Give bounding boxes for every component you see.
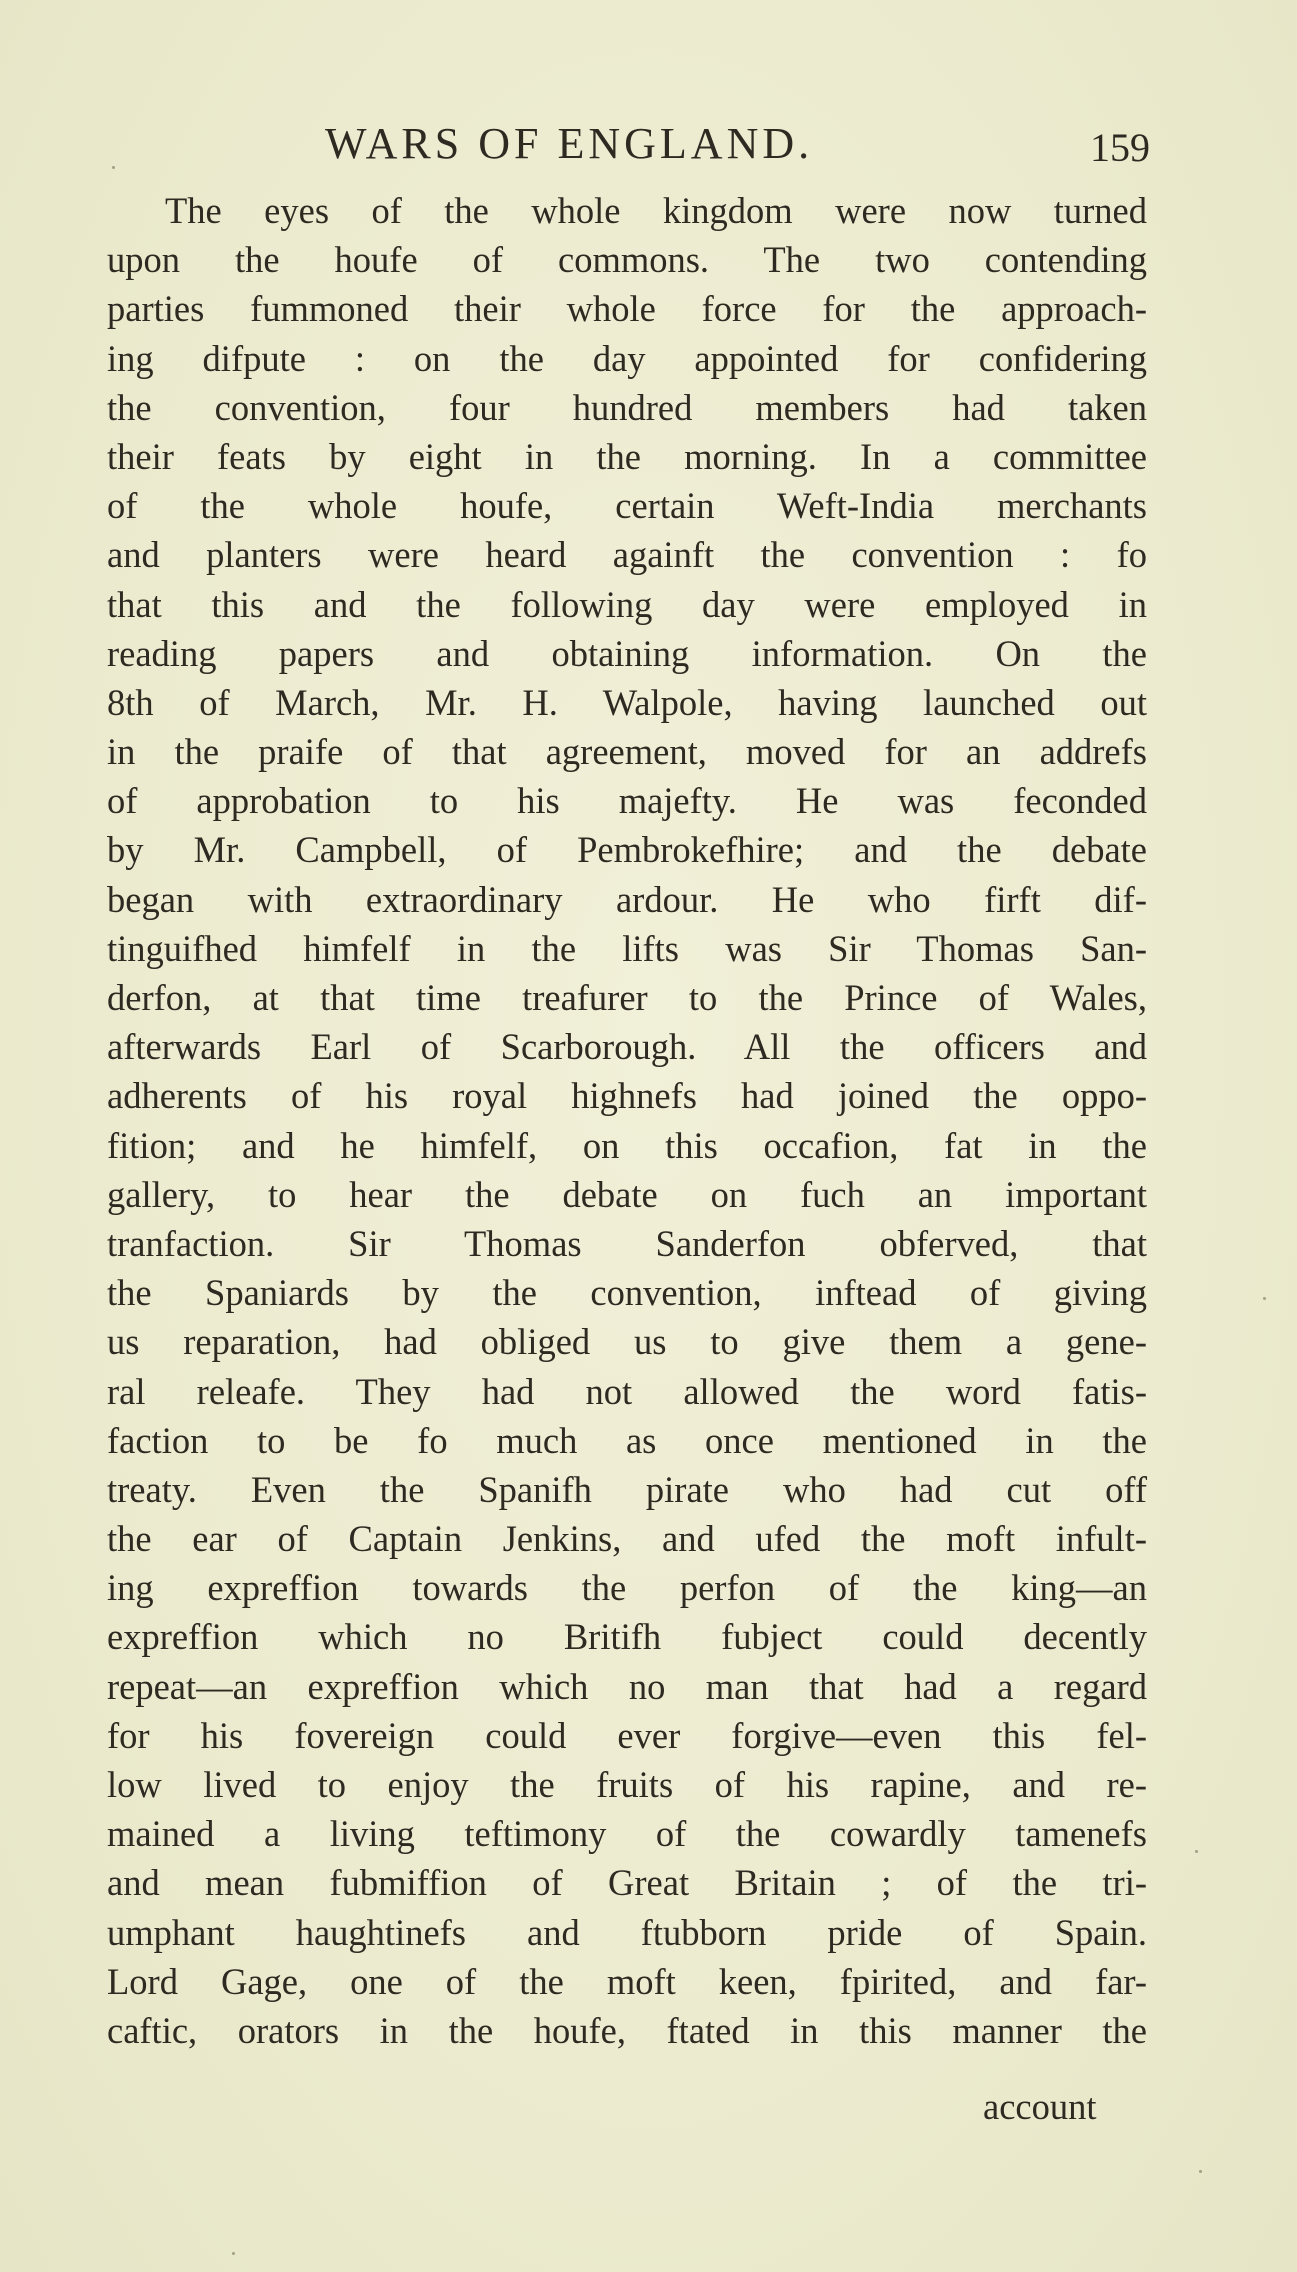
text-line: the Spaniards by the convention, inftead of giving <box>107 1272 1147 1314</box>
running-title: WARS OF ENGLAND. <box>325 119 814 168</box>
text-line: and planters were heard againft the convention : fo <box>107 534 1147 576</box>
text-line: ing expreffion towards the perfon of the king—an <box>107 1567 1147 1609</box>
text-line: tranfaction. Sir Thomas Sanderfon obferved, that <box>107 1222 1147 1264</box>
text-line: fition; and he himfelf, on this occafion, fat in the <box>107 1124 1147 1166</box>
text-line: The eyes of the whole kingdom were now turned <box>165 190 1147 231</box>
text-line: that this and the following day were employed in <box>107 583 1147 625</box>
text-line: of approbation to his majefty. He was feconded <box>107 780 1147 822</box>
text-line: umphant haughtinefs and ftubborn pride of Spain. <box>107 1911 1147 1953</box>
catchword: account <box>983 2086 1097 2127</box>
text-line: derfon, at that time treafurer to the Prince of Wales, <box>107 977 1147 1018</box>
paper-speck <box>232 2252 235 2255</box>
text-line: tinguifhed himfelf in the lifts was Sir Thomas San- <box>107 927 1147 969</box>
paper-speck <box>1195 1850 1198 1853</box>
body-text <box>107 186 1147 2055</box>
text-line: afterwards Earl of Scarborough. All the officers and <box>107 1026 1147 1068</box>
text-line: ral releafe. They had not allowed the word fatis- <box>107 1370 1147 1412</box>
paper-speck <box>112 166 115 169</box>
text-line: and mean fubmiffion of Great Britain ; of the tri- <box>107 1862 1147 1904</box>
text-line: in the praife of that agreement, moved for an addrefs <box>107 731 1147 773</box>
text-line: the convention, four hundred members had taken <box>107 386 1147 428</box>
text-line: us reparation, had obliged us to give them a gene- <box>107 1321 1147 1363</box>
text-line: parties fummoned their whole force for the approach- <box>107 288 1147 330</box>
text-line: their feats by eight in the morning. In a committee <box>107 435 1147 477</box>
text-line: caftic, orators in the houfe, ftated in this manner the <box>107 2009 1147 2051</box>
text-line: treaty. Even the Spanifh pirate who had cut off <box>107 1468 1147 1510</box>
text-line: low lived to enjoy the fruits of his rapine, and re- <box>107 1764 1147 1805</box>
text-line: expreffion which no Britifh fubject could decently <box>107 1616 1147 1658</box>
text-line: ing difpute : on the day appointed for confidering <box>107 337 1147 379</box>
text-line: for his fovereign could ever forgive—even this fel- <box>107 1714 1147 1756</box>
text-line: by Mr. Campbell, of Pembrokefhire; and the debate <box>107 829 1147 871</box>
paper-speck <box>1199 2170 1202 2173</box>
text-line: gallery, to hear the debate on fuch an important <box>107 1173 1147 1215</box>
text-line: 8th of March, Mr. H. Walpole, having launched out <box>107 681 1147 723</box>
paper-speck <box>1263 1297 1266 1300</box>
text-line: of the whole houfe, certain Weft-India merchants <box>107 485 1147 527</box>
text-line: Lord Gage, one of the moft keen, fpirited, and far- <box>107 1960 1147 2002</box>
text-line: began with extraordinary ardour. He who firft dif- <box>107 878 1147 920</box>
text-line: upon the houfe of commons. The two contending <box>107 239 1147 281</box>
page-header <box>110 118 1150 178</box>
text-line: faction to be fo much as once mentioned in the <box>107 1419 1147 1461</box>
text-line: repeat—an expreffion which no man that had a regard <box>107 1665 1147 1707</box>
page-number: 159 <box>1090 125 1150 170</box>
text-line: adherents of his royal highnefs had joined the oppo- <box>107 1075 1147 1117</box>
text-line: the ear of Captain Jenkins, and ufed the moft infult- <box>107 1518 1147 1560</box>
text-line: mained a living teftimony of the cowardly tamenefs <box>107 1813 1147 1855</box>
text-line: reading papers and obtaining information. On the <box>107 632 1147 674</box>
